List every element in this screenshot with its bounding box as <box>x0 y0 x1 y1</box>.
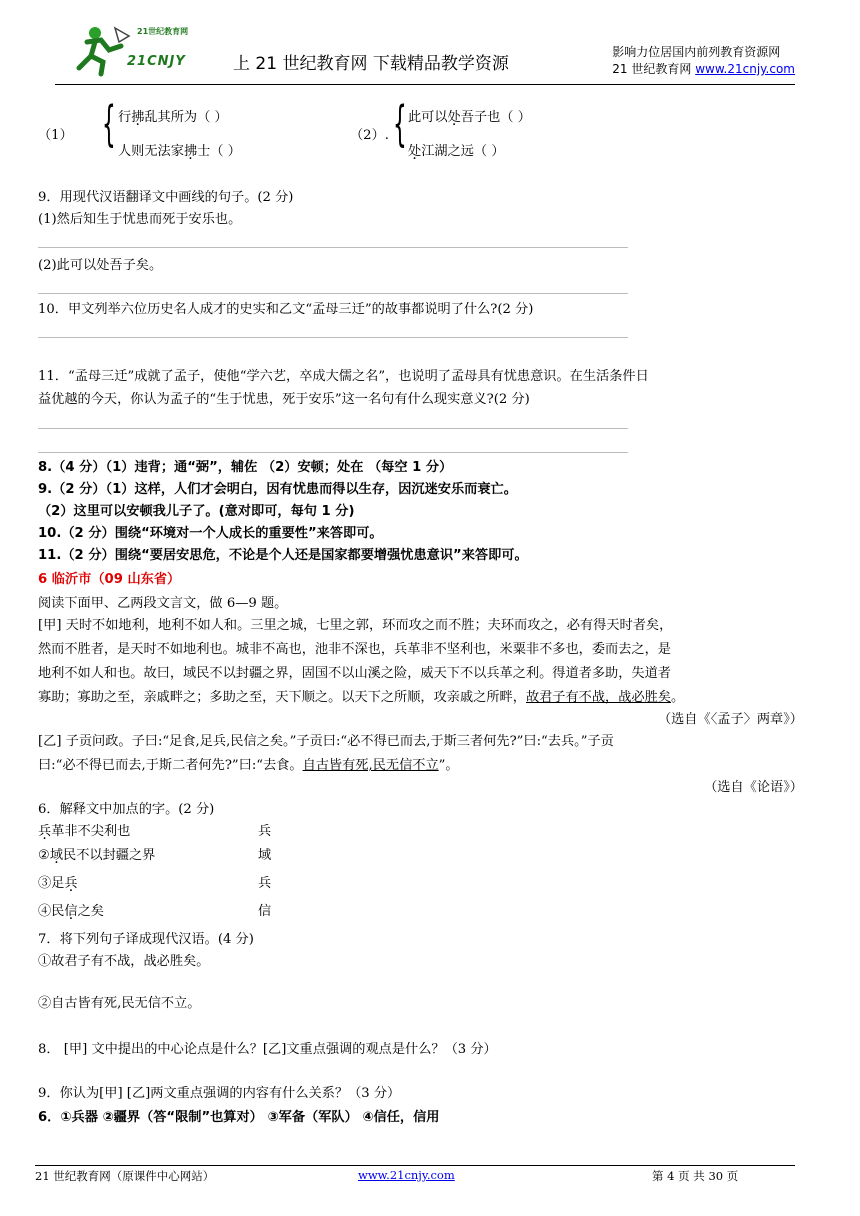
answer-line <box>38 247 628 248</box>
yi-source: （选自《论语》） <box>704 780 803 795</box>
yi-line2 <box>38 756 459 776</box>
jia-line4-c: 。 <box>671 690 685 705</box>
section-intro: 阅读下面甲、乙两段文言文，做 6—9 题。 <box>38 596 288 611</box>
runner-logo-icon <box>65 24 135 80</box>
q6-question: 6．解释文中加点的字。(2 分) <box>38 802 215 817</box>
page-header <box>55 22 795 82</box>
header-right-prefix: 21 世纪教育网 <box>612 62 696 76</box>
footer-site-link[interactable]: www.21cnjy.com <box>358 1168 455 1182</box>
answer-6: 6．①兵器 ②疆界（答“限制”也算对） ③军备（军队） ④信任，信用 <box>38 1110 440 1125</box>
q6-word-2: 域 <box>258 848 272 863</box>
jia-line1: [甲] 天时不如地利，地利不如人和。三里之城，七里之郭，环而攻之而不胜；夫环而攻之，必有得天时者矣， <box>38 618 673 633</box>
answer-line <box>38 428 628 429</box>
q8-part1-b: 人则无法家拂士（ ） <box>118 144 241 159</box>
yi-underlined: 自古皆有死,民无信不立 <box>302 758 439 773</box>
answer-line <box>38 337 628 338</box>
answer-10: 10.（2 分）围绕“环境对一个人成长的重要性”来答即可。 <box>38 526 383 541</box>
footer-divider <box>35 1165 795 1166</box>
jia-underlined: 故君子有不战，战必胜矣 <box>525 690 671 705</box>
q7-sub1: ①故君子有不战，战必胜矣。 <box>38 954 210 969</box>
q9-sub2: (2)此可以处吾子矣。 <box>38 258 163 273</box>
footer-left: 21 世纪教育网（原课件中心网站） <box>35 1169 215 1183</box>
q8-part1-a: 行拂乱其所为（ ） <box>118 110 228 125</box>
q9-sub1: (1)然后知生于忧患而死于安乐也。 <box>38 212 242 227</box>
q8-part2-a: 此可以处吾子也（ ） <box>408 110 531 125</box>
header-right-line1: 影响力位居国内前列教育资源网 <box>612 45 781 59</box>
logo-text-top: 21世纪教育网 <box>137 27 189 36</box>
header-divider <box>55 84 795 85</box>
answer-line <box>38 452 628 453</box>
q8b-question: 8． [甲] 文中提出的中心论点是什么？[乙]文重点强调的观点是什么？（3 分） <box>38 1042 497 1057</box>
section-title: 6 临沂市（09 山东省） <box>38 572 181 587</box>
jia-source: （选自《〈孟子〉两章》） <box>657 712 803 727</box>
q7-question: 7．将下列句子译成现代汉语。(4 分) <box>38 932 254 947</box>
header-site-link[interactable]: www.21cnjy.com <box>695 62 795 76</box>
yi-line1: [乙] 子贡问政。子曰:“足食,足兵,民信之矣。”子贡曰:“必不得已而去,于斯三者何先?”曰:“去兵。”子贡 <box>38 734 614 749</box>
jia-line4 <box>38 688 684 708</box>
q9b-question: 9．你认为[甲] [乙]两文重点强调的内容有什么关系？（3 分） <box>38 1086 401 1101</box>
brace-left-2: { <box>393 96 407 152</box>
answer-11: 11.（2 分）围绕“要居安思危，不论是个人还是国家都要增强忧患意识”来答即可。 <box>38 548 528 563</box>
q6-item-4: ④民信之矣 <box>38 904 104 919</box>
q8-part2-b: 处江湖之远（ ） <box>408 144 505 159</box>
jia-line2: 然而不胜者，是天时不如地利也。城非不高也，池非不深也，兵革非不坚利也，米粟非不多也，委而去之，是 <box>38 642 671 657</box>
jia-line4-a: 寡助；寡助之至，亲戚畔之；多助之至，天下顺之。以天下之所顺，攻亲戚之所畔， <box>38 690 526 705</box>
q6-item-1: 兵革非不尖利也 <box>38 824 131 839</box>
q8-part1-label: （1） <box>38 128 73 143</box>
logo-text-bottom: 21CNJY <box>127 54 186 69</box>
q6-item-2: ②域民不以封疆之界 <box>38 848 156 863</box>
q9-question: 9．用现代汉语翻译文中画线的句子。(2 分) <box>38 190 294 205</box>
answer-line <box>38 293 628 294</box>
header-right <box>612 44 795 78</box>
header-right-line2 <box>612 61 795 78</box>
answer-9-2: （2）这里可以安顿我儿子了。(意对即可，每句 1 分) <box>38 504 355 519</box>
yi-line2-a: 曰:“必不得已而去,于斯二者何先?”曰:“去食。 <box>38 758 303 773</box>
site-logo[interactable] <box>65 24 205 82</box>
q6-item-3: ③足兵 <box>38 876 78 891</box>
footer-center <box>358 1168 455 1182</box>
q10-question: 10．甲文列举六位历史名人成才的史实和乙文“孟母三迁”的故事都说明了什么?(2 分) <box>38 302 534 317</box>
q6-word-4: 信 <box>258 904 272 919</box>
footer-page-number: 第 4 页 共 30 页 <box>652 1169 739 1183</box>
q7-sub2: ②自古皆有死,民无信不立。 <box>38 996 201 1011</box>
q6-word-1: 兵 <box>258 824 272 839</box>
q8-part2-label: （2）. <box>350 128 389 143</box>
q6-word-3: 兵 <box>258 876 272 891</box>
answer-9: 9.（2 分）（1）这样，人们才会明白，因有忧患而得以生存，因沉迷安乐而衰亡。 <box>38 482 517 497</box>
brace-left-1: { <box>102 96 116 152</box>
header-slogan: 上 21 世纪教育网 下载精品教学资源 <box>233 54 509 74</box>
q11-line1: 11．“孟母三迁”成就了孟子，使他“学六艺，卒成大儒之名”，也说明了孟母具有忧患意识。在生活条件日 <box>38 369 649 384</box>
answer-8: 8.（4 分）（1）违背；通“弼”，辅佐 （2）安顿；处在 （每空 1 分） <box>38 460 453 475</box>
yi-line2-c: ”。 <box>438 758 459 773</box>
q11-line2: 益优越的今天，你认为孟子的“生于忧患，死于安乐”这一名句有什么现实意义?(2 分) <box>38 392 530 407</box>
jia-line3: 地利不如人和也。故曰，域民不以封疆之界，固国不以山溪之险，威天下不以兵革之利。得道者多助，失道者 <box>38 666 671 681</box>
